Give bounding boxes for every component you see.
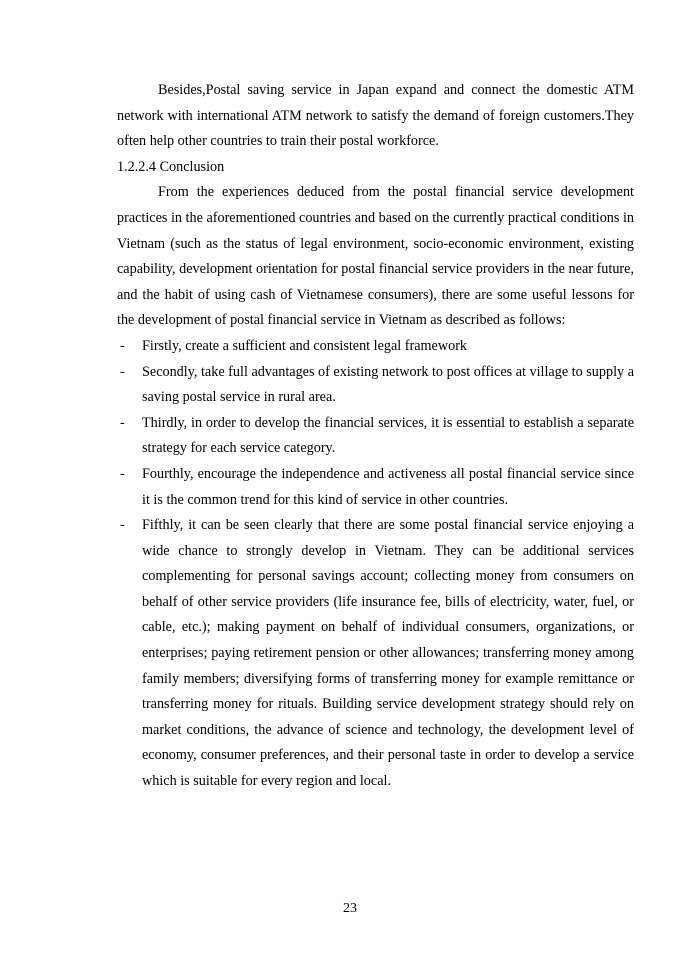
list-item bbox=[117, 462, 634, 513]
bullet-marker: - bbox=[120, 414, 125, 431]
lesson-text: Firstly, create a sufficient and consistent legal framework bbox=[142, 337, 468, 354]
lesson-text: Secondly, take full advantages of existing network to post offices at village to supply a saving postal service in rural area. bbox=[142, 363, 634, 406]
lesson-text: Fourthly, encourage the independence and activeness all postal financial service since it is the common trend for this kind of service in other countries. bbox=[142, 465, 634, 508]
page-number: 23 bbox=[343, 901, 357, 916]
list-item bbox=[117, 334, 634, 360]
list-item bbox=[117, 360, 634, 411]
bullet-marker: - bbox=[120, 517, 125, 534]
lessons-list bbox=[117, 334, 634, 795]
bullet-marker: - bbox=[120, 465, 125, 482]
bullet-marker: - bbox=[120, 363, 125, 380]
section-heading: 1.2.2.4 Conclusion bbox=[117, 158, 225, 175]
document-page bbox=[117, 78, 634, 795]
lesson-text: Fifthly, it can be seen clearly that there are some postal financial service enjoying a wide chance to strongly develop in Vietnam. They can be additional services complementing for personal savings account; collecting money from consumers on behalf of other service providers (life insurance fee, bills of electricity, water, fuel, or cable, etc.); making payment on behalf of individual consumers, organizations, or enterprises; paying retirement pension or other allowances; transferring money among family members; diversifying forms of transferring money for example remittance or transferring money for rituals. Building service development strategy should rely on market conditions, the advance of science and technology, the development level of economy, consumer preferences, and their personal taste in order to develop a service which is suitable for every region and local. bbox=[142, 517, 634, 790]
paragraph-conclusion: From the experiences deduced from the postal financial service development practices in the aforementioned countries and based on the currently practical conditions in Vietnam (such as the status of legal environment, socio-economic environment, existing capability, development orientation for postal financial service providers in the near future, and the habit of using cash of Vietnamese consumers), there are some useful lessons for the development of postal financial service in Vietnam as described as follows: bbox=[117, 184, 634, 329]
list-item bbox=[117, 411, 634, 462]
lesson-text: Thirdly, in order to develop the financial services, it is essential to establish a separate strategy for each service category. bbox=[142, 414, 634, 457]
list-item bbox=[117, 513, 634, 795]
bullet-marker: - bbox=[120, 337, 125, 354]
paragraph-intro: Besides,Postal saving service in Japan expand and connect the domestic ATM network with international ATM network to satisfy the demand of foreign customers.They often help other countries to train their postal workforce. bbox=[117, 82, 634, 150]
